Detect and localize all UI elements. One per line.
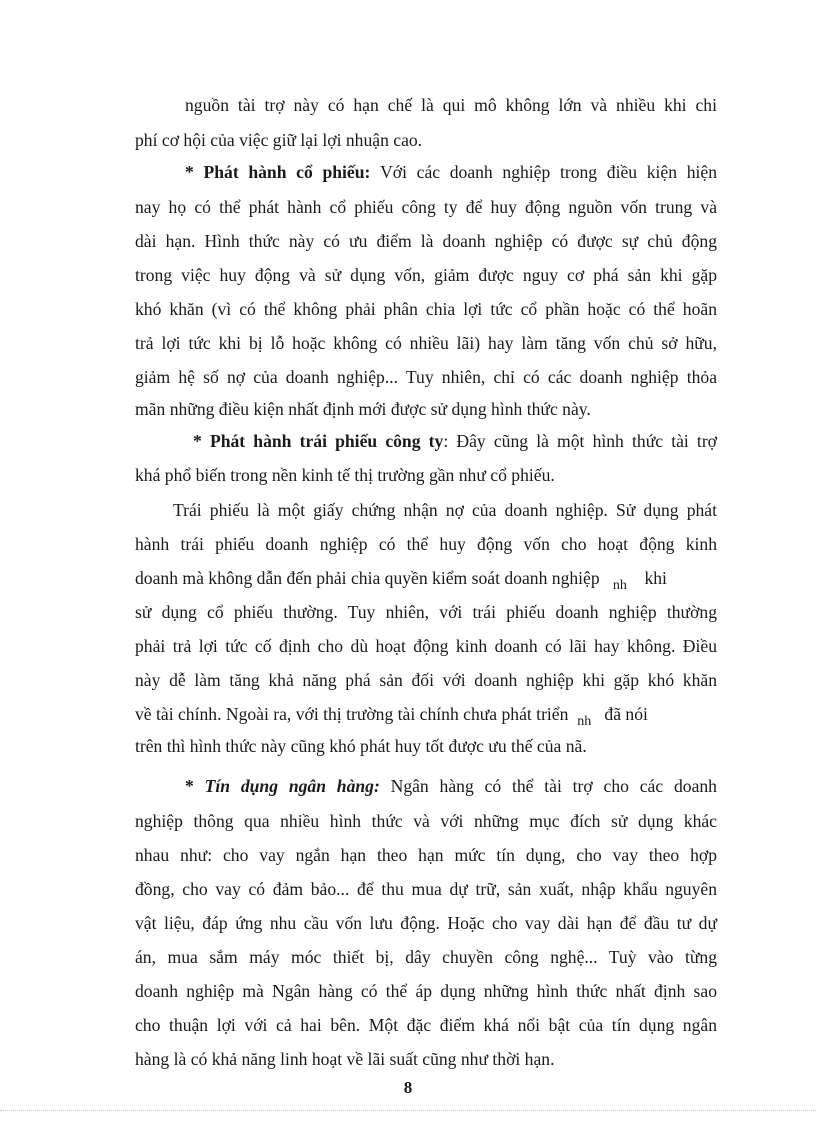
- paragraph-line: trên thì hình thức này cũng khó phát huy tốt được ưu thế của nã.: [135, 736, 587, 756]
- paragraph-text: doanh mà không dẫn đến phải chia quyền kiểm soát doanh nghiệp: [135, 568, 600, 588]
- paragraph-text: về tài chính. Ngoài ra, với thị trường tài chính chưa phát triển: [135, 704, 569, 724]
- paragraph-line: dài hạn. Hình thức này có ưu điểm là doanh nghiệp có được sự chủ động: [135, 231, 717, 251]
- paragraph-line: đồng, cho vay có đảm bảo... để thu mua dự trữ, sản xuất, nhập khẩu nguyên: [135, 879, 717, 899]
- page-number: 8: [403, 1078, 413, 1097]
- section-heading-line: [185, 776, 717, 796]
- paragraph-text: khi: [644, 568, 667, 588]
- paragraph-line: [135, 704, 717, 727]
- paragraph-line: phí cơ hội của việc giữ lại lợi nhuận cao.: [135, 130, 423, 150]
- section-heading: Phát hành cổ phiếu:: [203, 162, 371, 182]
- paragraph-text: đã nói: [604, 704, 648, 724]
- paragraph-line: [135, 568, 717, 591]
- subscript-fragment: nh: [612, 578, 627, 593]
- paragraph-line: doanh nghiệp mà Ngân hàng có thể áp dụng những hình thức nhất định sao: [135, 981, 717, 1001]
- paragraph-line: sử dụng cổ phiếu thường. Tuy nhiên, với trái phiếu doanh nghiệp thường: [135, 602, 717, 622]
- paragraph-line: nay họ có thể phát hành cổ phiếu công ty để huy động nguồn vốn trung và: [135, 197, 717, 217]
- paragraph-line: án, mua sắm máy móc thiết bị, dây chuyền công nghệ... Tuỳ vào từng: [135, 947, 717, 967]
- paragraph-line: khá phổ biến trong nền kinh tế thị trường gần như cổ phiếu.: [135, 465, 555, 485]
- paragraph-line: hành trái phiếu doanh nghiệp có thể huy động vốn cho hoạt động kinh: [135, 534, 717, 554]
- paragraph-line: này dễ làm tăng khả năng phá sản đối với doanh nghiệp khi gặp khó khăn: [135, 670, 717, 690]
- paragraph-line: nghiệp thông qua nhiều hình thức và với những mục đích sử dụng khác: [135, 811, 717, 831]
- paragraph-line: Trái phiếu là một giấy chứng nhận nợ của doanh nghiệp. Sử dụng phát: [173, 500, 717, 520]
- paragraph-line: khó khăn (vì có thể không phải phân chia lợi tức cổ phần hoặc có thể hoãn: [135, 299, 717, 319]
- paragraph-line: cho thuận lợi với cả hai bên. Một đặc điểm khá nổi bật của tín dụng ngân: [135, 1015, 717, 1035]
- bullet: *: [193, 431, 202, 451]
- subscript-fragment: nh: [577, 714, 592, 729]
- paragraph-text: Ngân hàng có thể tài trợ cho các doanh: [390, 776, 717, 796]
- section-heading-line: [185, 162, 717, 182]
- section-heading-line: [193, 431, 717, 451]
- paragraph-line: hàng là có khả năng linh hoạt về lãi suất cũng như thời hạn.: [135, 1049, 555, 1069]
- paragraph-line: nguồn tài trợ này có hạn chế là qui mô không lớn và nhiều khi chi: [185, 95, 717, 115]
- page-bottom-divider: [0, 1110, 816, 1111]
- paragraph-line: trả lợi tức khi bị lỗ hoặc không có nhiều lãi) hay làm tăng vốn chủ sở hữu,: [135, 333, 717, 353]
- paragraph-line: phải trả lợi tức cố định cho dù hoạt động kinh doanh có lãi hay không. Điều: [135, 636, 717, 656]
- paragraph-line: nhau như: cho vay ngắn hạn theo hạn mức tín dụng, cho vay theo hợp: [135, 845, 717, 865]
- paragraph-line: vật liệu, đáp ứng nhu cầu vốn lưu động. Hoặc cho vay dài hạn để đầu tư dự: [135, 913, 717, 933]
- paragraph-text: : Đây cũng là một hình thức tài trợ: [443, 431, 717, 451]
- section-heading: Tín dụng ngân hàng:: [204, 776, 380, 796]
- bullet: *: [185, 776, 194, 796]
- section-heading: Phát hành trái phiếu công ty: [209, 431, 444, 451]
- paragraph-line: giảm hệ số nợ của doanh nghiệp... Tuy nhiên, chỉ có các doanh nghiệp thỏa: [135, 367, 717, 387]
- paragraph-text: Với các doanh nghiệp trong điều kiện hiện: [380, 162, 717, 182]
- paragraph-line: trong việc huy động và sử dụng vốn, giảm được nguy cơ phá sản khi gặp: [135, 265, 717, 285]
- bullet: *: [185, 162, 194, 182]
- paragraph-line: mãn những điều kiện nhất định mới được sử dụng hình thức này.: [135, 399, 591, 419]
